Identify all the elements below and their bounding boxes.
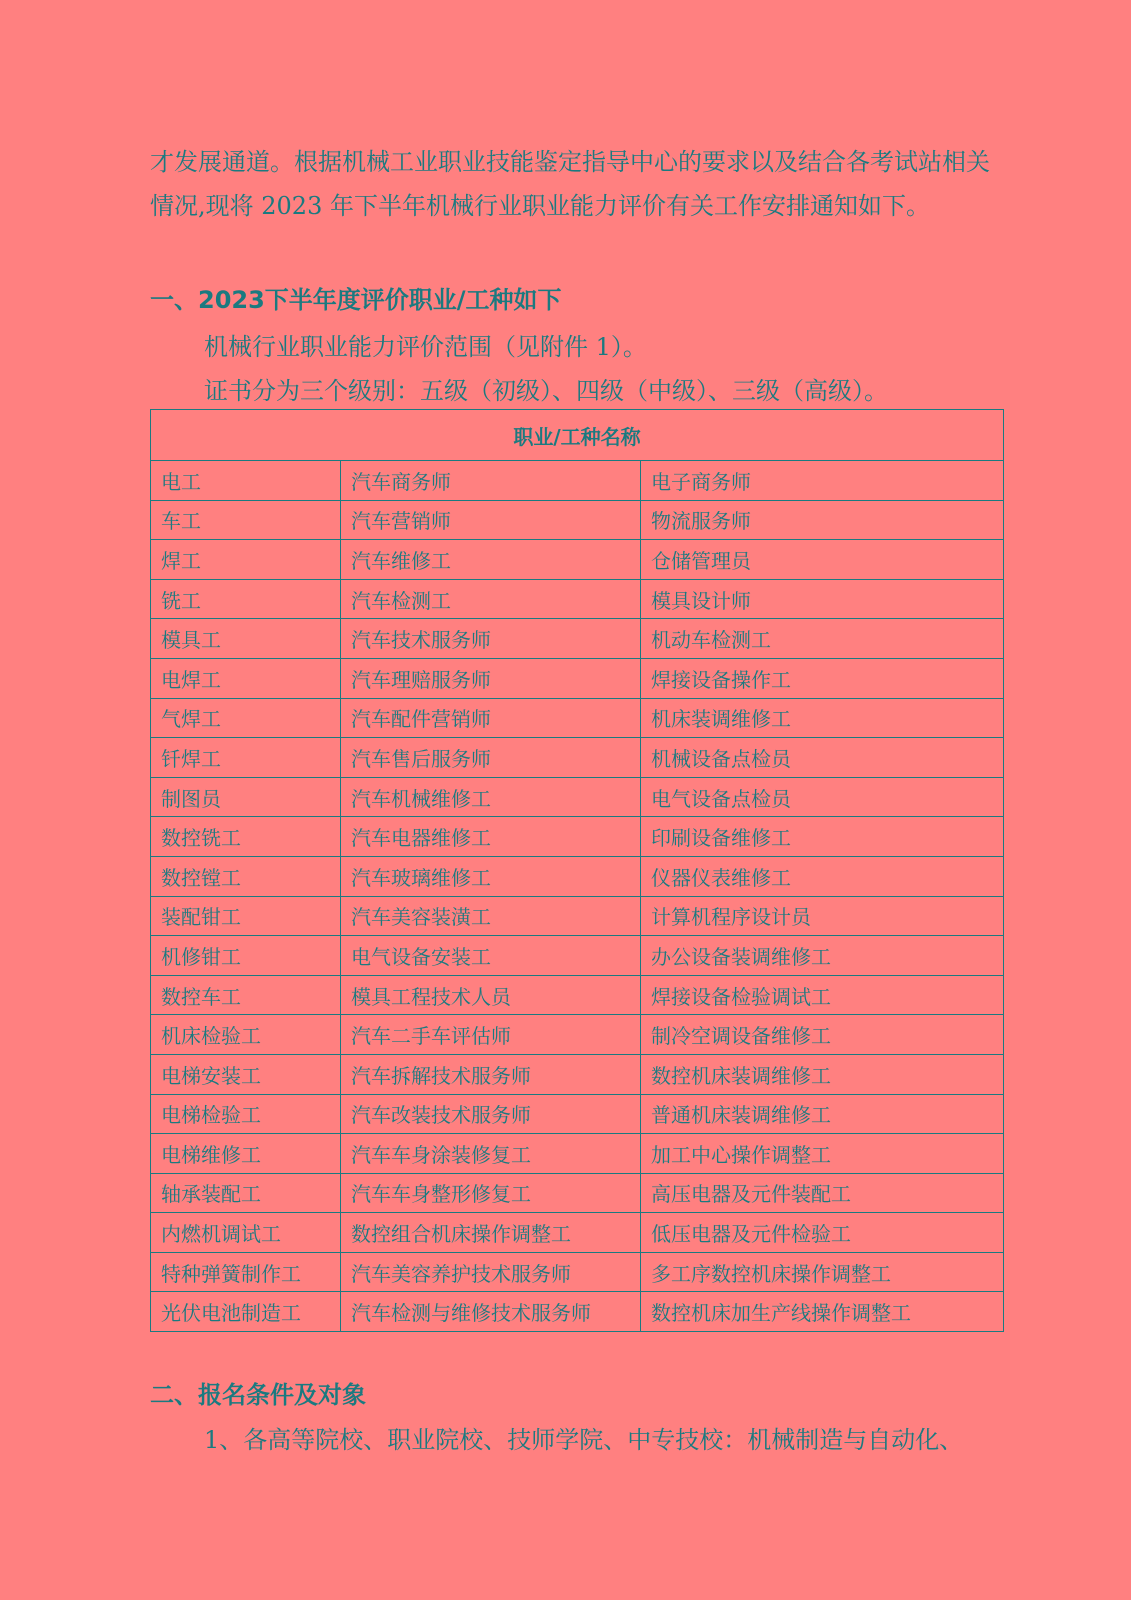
table-cell: 汽车理赔服务师: [341, 658, 641, 698]
table-cell: 机修钳工: [151, 936, 341, 976]
table-cell: 印刷设备维修工: [641, 817, 1004, 857]
table-row: [151, 461, 1004, 501]
table-cell: 多工序数控机床操作调整工: [641, 1252, 1004, 1292]
table-cell: 汽车营销师: [341, 500, 641, 540]
table-cell: 装配钳工: [151, 896, 341, 936]
table-row: [151, 540, 1004, 580]
table-cell: 汽车机械维修工: [341, 777, 641, 817]
table-header-row: [151, 410, 1004, 461]
table-cell: 电气设备点检员: [641, 777, 1004, 817]
table-cell: 车工: [151, 500, 341, 540]
table-cell: 汽车车身涂装修复工: [341, 1134, 641, 1174]
table-cell: 数控机床加生产线操作调整工: [641, 1292, 1004, 1332]
table-cell: 电梯检验工: [151, 1094, 341, 1134]
table-row: [151, 1252, 1004, 1292]
table-cell: 焊接设备检验调试工: [641, 975, 1004, 1015]
table-cell: 电梯安装工: [151, 1054, 341, 1094]
table-cell: 汽车车身整形修复工: [341, 1173, 641, 1213]
table-cell: 焊接设备操作工: [641, 658, 1004, 698]
table-cell: 制冷空调设备维修工: [641, 1015, 1004, 1055]
table-cell: 数控组合机床操作调整工: [341, 1213, 641, 1253]
table-cell: 电梯维修工: [151, 1134, 341, 1174]
table-cell: 钎焊工: [151, 738, 341, 778]
table-cell: 普通机床装调维修工: [641, 1094, 1004, 1134]
eligibility-line: 1、各高等院校、职业院校、技师学院、中专技校：机械制造与自动化、: [204, 1426, 964, 1454]
table-cell: 电焊工: [151, 658, 341, 698]
table-row: [151, 658, 1004, 698]
section-1-heading: 一、2023下半年度评价职业/工种如下: [150, 286, 562, 314]
table-cell: 数控铣工: [151, 817, 341, 857]
table-cell: 轴承装配工: [151, 1173, 341, 1213]
table-row: [151, 1134, 1004, 1174]
scope-line: 机械行业职业能力评价范围（见附件 1）。: [204, 333, 647, 361]
section-2-heading: 二、报名条件及对象: [150, 1381, 366, 1409]
table-cell: 电工: [151, 461, 341, 501]
table-row: [151, 1173, 1004, 1213]
levels-line: 证书分为三个级别：五级（初级）、四级（中级）、三级（高级）。: [204, 377, 888, 405]
table-body: [151, 461, 1004, 1332]
table-cell: 模具工程技术人员: [341, 975, 641, 1015]
table-row: [151, 1094, 1004, 1134]
table-row: [151, 698, 1004, 738]
table-cell: 焊工: [151, 540, 341, 580]
table-cell: 汽车二手车评估师: [341, 1015, 641, 1055]
table-cell: 汽车商务师: [341, 461, 641, 501]
table-cell: 汽车电器维修工: [341, 817, 641, 857]
table-row: [151, 975, 1004, 1015]
table-cell: 模具设计师: [641, 579, 1004, 619]
table-cell: 机床检验工: [151, 1015, 341, 1055]
table-cell: 汽车拆解技术服务师: [341, 1054, 641, 1094]
table-cell: 汽车配件营销师: [341, 698, 641, 738]
table-cell: 高压电器及元件装配工: [641, 1173, 1004, 1213]
table-cell: 内燃机调试工: [151, 1213, 341, 1253]
table-cell: 仪器仪表维修工: [641, 856, 1004, 896]
occupation-table: [150, 409, 1004, 1332]
table-cell: 汽车玻璃维修工: [341, 856, 641, 896]
table-cell: 仓储管理员: [641, 540, 1004, 580]
intro-paragraph: 才发展通道。根据机械工业职业技能鉴定指导中心的要求以及结合各考试站相关情况,现将 2023 年下半年机械行业职业能力评价有关工作安排通知如下。: [150, 148, 990, 220]
table-cell: 汽车改装技术服务师: [341, 1094, 641, 1134]
table-cell: 制图员: [151, 777, 341, 817]
table-cell: 汽车维修工: [341, 540, 641, 580]
table-cell: 物流服务师: [641, 500, 1004, 540]
table-cell: 光伏电池制造工: [151, 1292, 341, 1332]
table-cell: 数控车工: [151, 975, 341, 1015]
table-row: [151, 1292, 1004, 1332]
table-row: [151, 500, 1004, 540]
table-row: [151, 579, 1004, 619]
table-cell: 电子商务师: [641, 461, 1004, 501]
table-row: [151, 738, 1004, 778]
table-cell: 气焊工: [151, 698, 341, 738]
table-cell: 模具工: [151, 619, 341, 659]
table-cell: 数控机床装调维修工: [641, 1054, 1004, 1094]
table-cell: 数控镗工: [151, 856, 341, 896]
table-cell: 汽车技术服务师: [341, 619, 641, 659]
table-row: [151, 1015, 1004, 1055]
table-header: 职业/工种名称: [151, 410, 1004, 461]
table-cell: 特种弹簧制作工: [151, 1252, 341, 1292]
table-cell: 计算机程序设计员: [641, 896, 1004, 936]
table-cell: 汽车检测工: [341, 579, 641, 619]
table-cell: 低压电器及元件检验工: [641, 1213, 1004, 1253]
table-row: [151, 619, 1004, 659]
table-row: [151, 896, 1004, 936]
table-cell: 加工中心操作调整工: [641, 1134, 1004, 1174]
table-cell: 汽车美容装潢工: [341, 896, 641, 936]
table-row: [151, 936, 1004, 976]
table-row: [151, 1213, 1004, 1253]
table-row: [151, 817, 1004, 857]
table-cell: 机床装调维修工: [641, 698, 1004, 738]
table-row: [151, 777, 1004, 817]
table-row: [151, 856, 1004, 896]
table-cell: 机械设备点检员: [641, 738, 1004, 778]
table-cell: 电气设备安装工: [341, 936, 641, 976]
table-cell: 汽车美容养护技术服务师: [341, 1252, 641, 1292]
table-cell: 机动车检测工: [641, 619, 1004, 659]
table-cell: 汽车检测与维修技术服务师: [341, 1292, 641, 1332]
table-cell: 办公设备装调维修工: [641, 936, 1004, 976]
table-cell: 汽车售后服务师: [341, 738, 641, 778]
table-row: [151, 1054, 1004, 1094]
table-cell: 铣工: [151, 579, 341, 619]
